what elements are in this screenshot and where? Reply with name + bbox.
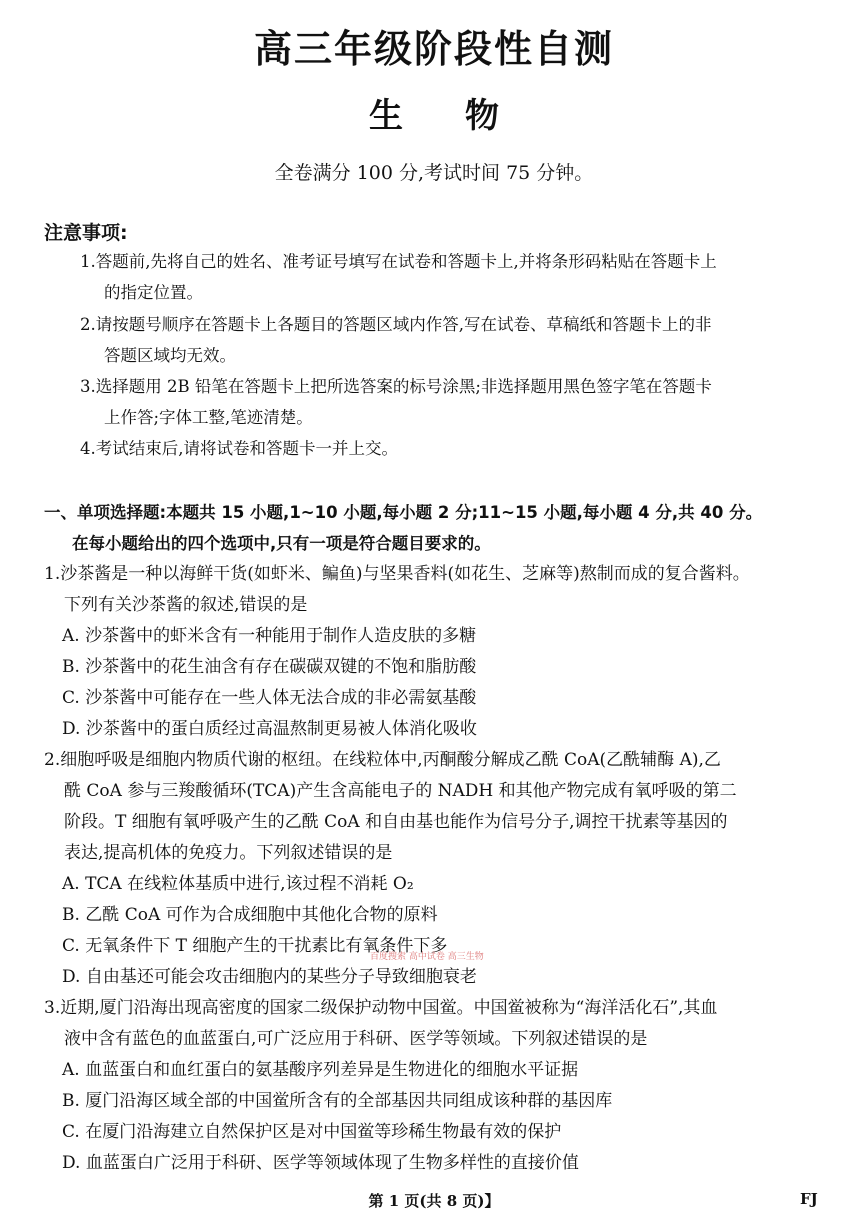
stem-line: 阶段。T 细胞有氧呼吸产生的乙酰 CoA 和自由基也能作为信号分子,调控干扰素等基因的 [64,812,728,832]
question-3-option-b: B. 厦门沿海区域全部的中国鲎所含有的全部基因共同组成该种群的基因库 [62,1091,613,1111]
exam-title: 高三年级阶段性自测 [253,26,614,71]
subject-title [0,88,868,137]
question-3-option-d: D. 血蓝蛋白广泛用于科研、医学等领域体现了生物多样性的直接价值 [62,1153,579,1173]
question-2-option-d: D. 自由基还可能会攻击细胞内的某些分子导致细胞衰老 [62,967,477,987]
question-1-option-b: B. 沙茶酱中的花生油含有存在碳碳双键的不饱和脂肪酸 [62,657,477,677]
question-1-option-c: C. 沙茶酱中可能存在一些人体无法合成的非必需氨基酸 [62,688,477,708]
note-line: 的指定位置。 [104,283,203,302]
section-line: 在每小题给出的四个选项中,只有一项是符合题目要求的。 [72,534,491,553]
stem-line: 3.近期,厦门沿海出现高密度的国家二级保护动物中国鲎。中国鲎被称为“海洋活化石”,其血 [44,998,718,1018]
section-line: 一、单项选择题:本题共 15 小题,1~10 小题,每小题 2 分;11~15 小题,每小题 4 分,共 40 分。 [44,503,763,522]
note-item [80,433,828,464]
question-2-option-c: C. 无氧条件下 T 细胞产生的干扰素比有氧条件下多 [62,936,448,956]
question-2-option-a: A. TCA 在线粒体基质中进行,该过程不消耗 O₂ [62,874,414,894]
stem-line: 2.细胞呼吸是细胞内物质代谢的枢纽。在线粒体中,丙酮酸分解成乙酰 CoA(乙酰辅酶 A),乙 [44,750,721,770]
note-item [80,371,828,433]
question-1-option-a: A. 沙茶酱中的虾米含有一种能用于制作人造皮肤的多糖 [62,626,477,646]
note-line: 4.考试结束后,请将试卷和答题卡一并上交。 [80,439,398,458]
page-footer: 第 1 页(共 8 页)】 [368,1192,500,1210]
exam-code: FJ [800,1190,818,1208]
stem-line: 液中含有蓝色的血蓝蛋白,可广泛应用于科研、医学等领域。下列叙述错误的是 [64,1029,648,1049]
question-2-option-b: B. 乙酰 CoA 可作为合成细胞中其他化合物的原料 [62,905,438,925]
stem-line: 表达,提高机体的免疫力。下列叙述错误的是 [64,843,393,863]
subject-char: 生 [369,96,403,136]
note-line: 3.选择题用 2B 铅笔在答题卡上把所选答案的标号涂黑;非选择题用黑色签字笔在答题卡 [80,377,712,396]
notes-heading: 注意事项: [44,222,128,244]
section-heading [44,497,834,559]
subject-char: 物 [465,96,499,136]
note-line: 2.请按题号顺序在答题卡上各题目的答题区域内作答,写在试卷、草稿纸和答题卡上的非 [80,315,712,334]
stem-line: 酰 CoA 参与三羧酸循环(TCA)产生含高能电子的 NADH 和其他产物完成有氧呼吸的第二 [64,781,737,801]
note-line: 1.答题前,先将自己的姓名、准考证号填写在试卷和答题卡上,并将条形码粘贴在答题卡上 [80,252,717,271]
question-1-option-d: D. 沙茶酱中的蛋白质经过高温熬制更易被人体消化吸收 [62,719,477,739]
question-3-option-c: C. 在厦门沿海建立自然保护区是对中国鲎等珍稀生物最有效的保护 [62,1122,562,1142]
question-2-stem [44,745,830,869]
note-line: 答题区域均无效。 [104,346,236,365]
question-3-option-a: A. 血蓝蛋白和血红蛋白的氨基酸序列差异是生物进化的细胞水平证据 [62,1060,579,1080]
exam-meta: 全卷满分 100 分,考试时间 75 分钟。 [274,162,594,184]
watermark-stamp: 百度搜索 高中试卷 高三生物 [370,952,484,962]
note-item [80,246,828,308]
stem-line: 1.沙茶酱是一种以海鲜干货(如虾米、鳊鱼)与坚果香料(如花生、芝麻等)熬制而成的复合酱料。 [44,564,750,584]
question-3-stem [44,993,830,1055]
note-line: 上作答;字体工整,笔迹清楚。 [104,408,313,427]
question-1-stem [44,559,830,621]
note-item [80,309,828,371]
stem-line: 下列有关沙茶酱的叙述,错误的是 [64,595,308,615]
